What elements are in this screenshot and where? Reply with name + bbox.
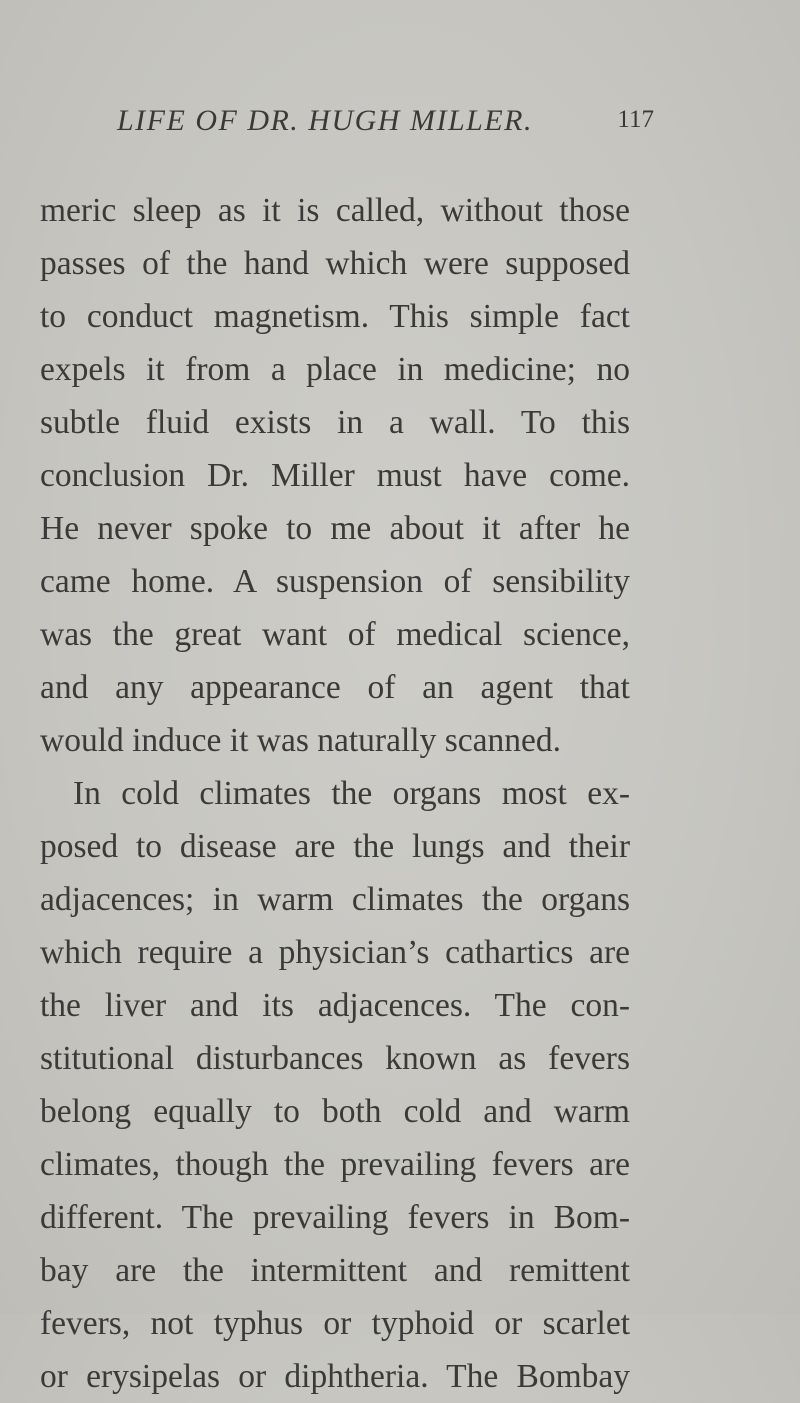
page-number: 117 [617, 106, 654, 133]
paragraph-end-line: would induce it was naturally scanned. [40, 722, 561, 759]
text-line: He never spoke to me about it after he [40, 510, 630, 547]
text-line: bay are the intermittent and remittent [40, 1252, 630, 1289]
text-line: different. The prevailing fevers in Bom- [40, 1199, 630, 1236]
text-line: or erysipelas or diphtheria. The Bombay [40, 1358, 630, 1395]
text-line: which require a physician’s cathartics are [40, 934, 630, 971]
text-line: came home. A suspension of sensibility [40, 563, 630, 600]
running-title: LIFE OF DR. HUGH MILLER. [117, 104, 533, 137]
text-line: meric sleep as it is called, without those [40, 192, 630, 229]
text-line: climates, though the prevailing fevers are [40, 1146, 630, 1183]
text-line: adjacences; in warm climates the organs [40, 881, 630, 918]
text-line: expels it from a place in medicine; no [40, 351, 630, 388]
text-line: stitutional disturbances known as fevers [40, 1040, 630, 1077]
running-head [117, 104, 654, 144]
paragraph-start-line: In cold climates the organs most ex- [73, 775, 630, 812]
text-line: was the great want of medical science, [40, 616, 630, 653]
body-text [40, 184, 630, 1403]
text-line: and any appearance of an agent that [40, 669, 630, 706]
text-line: posed to disease are the lungs and their [40, 828, 630, 865]
text-line: the liver and its adjacences. The con- [40, 987, 630, 1024]
text-line: belong equally to both cold and warm [40, 1093, 630, 1130]
text-line: subtle fluid exists in a wall. To this [40, 404, 630, 441]
text-line: passes of the hand which were supposed [40, 245, 630, 282]
text-line: fevers, not typhus or typhoid or scarlet [40, 1305, 630, 1342]
text-line: conclusion Dr. Miller must have come. [40, 457, 630, 494]
text-line: to conduct magnetism. This simple fact [40, 298, 630, 335]
